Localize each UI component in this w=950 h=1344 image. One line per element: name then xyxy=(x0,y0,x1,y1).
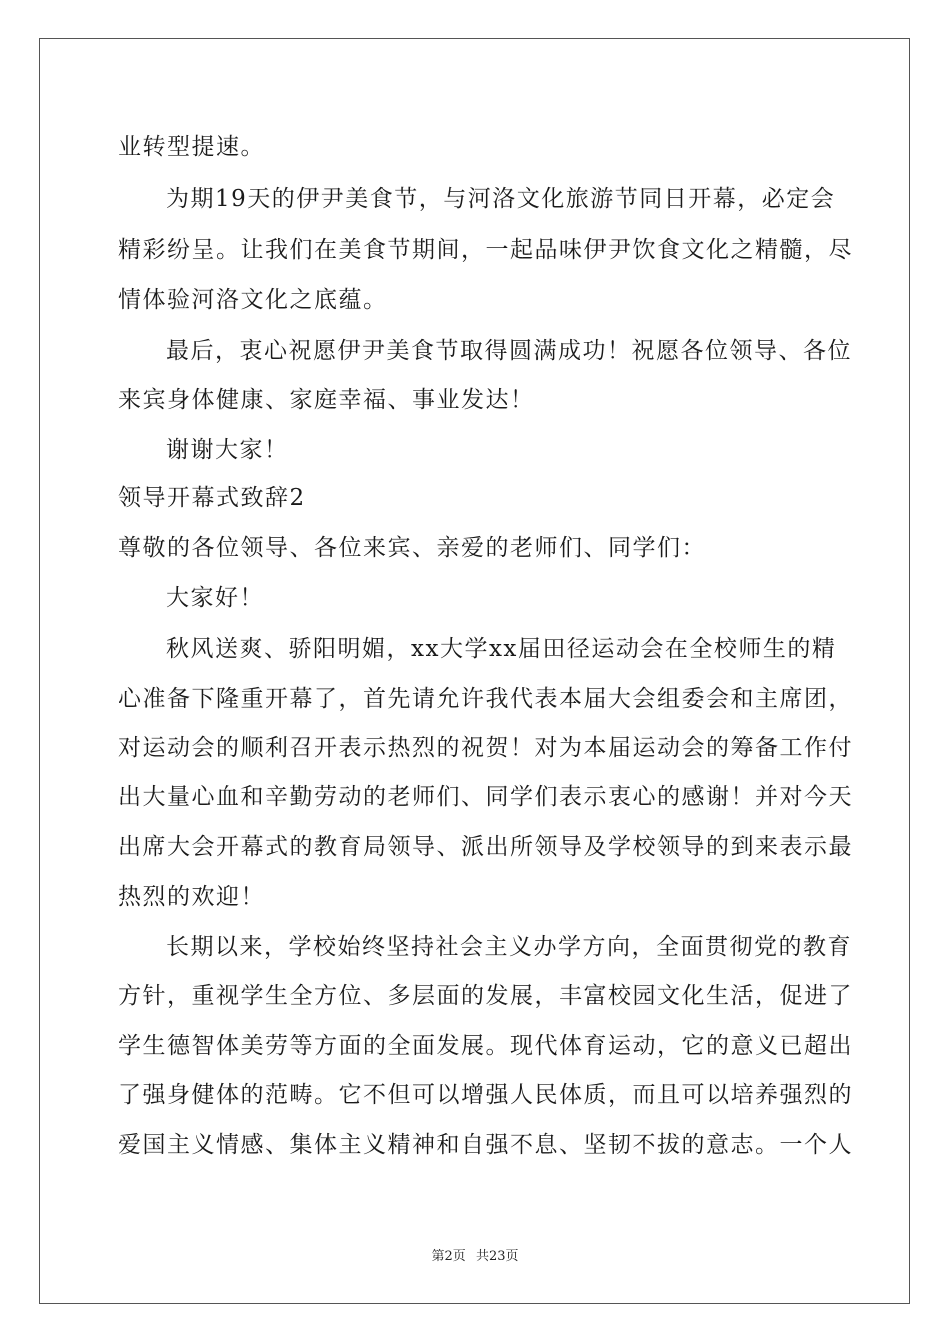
salutation: 尊敬的各位领导、各位来宾、亲爱的老师们、同学们： xyxy=(118,535,706,561)
paragraph-line: 精彩纷呈。让我们在美食节期间，一起品味伊尹饮食文化之精髓，尽 xyxy=(118,237,853,263)
paragraph-line: 最后，衷心祝愿伊尹美食节取得圆满成功！祝愿各位领导、各位 xyxy=(166,338,852,364)
paragraph-line: 爱国主义情感、集体主义精神和自强不息、坚韧不拔的意志。一个人 xyxy=(118,1132,853,1158)
paragraph-line: 业转型提速。 xyxy=(118,134,265,160)
page-number: 第2页 xyxy=(431,1249,466,1264)
paragraph-line: 为期19天的伊尹美食节，与河洛文化旅游节同日开幕，必定会 xyxy=(166,186,836,212)
paragraph-line: 谢谢大家！ xyxy=(166,437,289,463)
paragraph-line: 心准备下隆重开幕了，首先请允许我代表本届大会组委会和主席团， xyxy=(118,686,853,712)
paragraph-line: 了强身健体的范畴。它不但可以增强人民体质，而且可以培养强烈的 xyxy=(118,1082,853,1108)
paragraph-line: 长期以来，学校始终坚持社会主义办学方向，全面贯彻党的教育 xyxy=(166,934,852,960)
total-pages: 共23页 xyxy=(475,1249,519,1264)
paragraph-line: 出大量心血和辛勤劳动的老师们、同学们表示衷心的感谢！并对今天 xyxy=(118,784,853,810)
greeting: 大家好！ xyxy=(166,585,264,611)
paragraph-line: 情体验河洛文化之底蕴。 xyxy=(118,287,388,313)
paragraph-line: 热烈的欢迎！ xyxy=(118,884,265,910)
section-heading: 领导开幕式致辞2 xyxy=(118,485,306,511)
paragraph-line: 方针，重视学生全方位、多层面的发展，丰富校园文化生活，促进了 xyxy=(118,983,853,1009)
paragraph-line: 对运动会的顺利召开表示热烈的祝贺！对为本届运动会的筹备工作付 xyxy=(118,735,853,761)
paragraph-line: 学生德智体美劳等方面的全面发展。现代体育运动，它的意义已超出 xyxy=(118,1033,853,1059)
page-footer xyxy=(0,1245,950,1264)
paragraph-line: 来宾身体健康、家庭幸福、事业发达！ xyxy=(118,387,535,413)
paragraph-line: 秋风送爽、骄阳明媚，xx大学xx届田径运动会在全校师生的精 xyxy=(166,636,837,662)
paragraph-line: 出席大会开幕式的教育局领导、派出所领导及学校领导的到来表示最 xyxy=(118,834,853,860)
